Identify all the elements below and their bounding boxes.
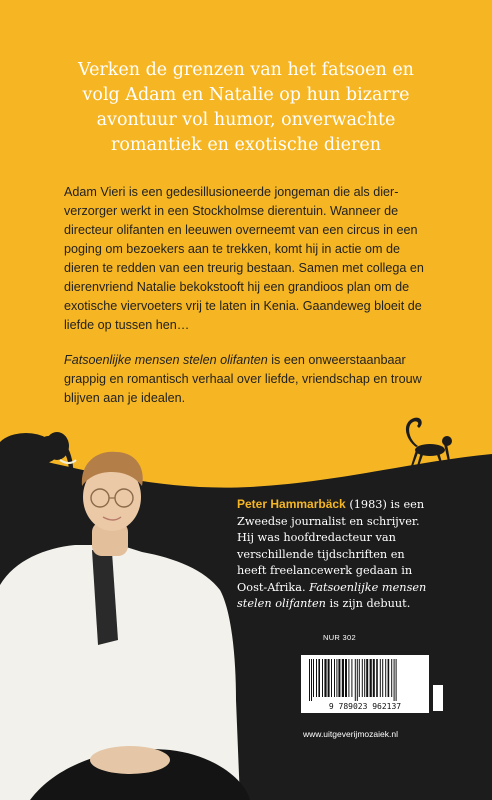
barcode-bar [373,659,375,697]
synopsis-paragraph: Adam Vieri is een gedesillusioneerde jongeman die als dierverzorger werkt in een Stockholmse dierentuin. Wanneer de directeur olifanten en leeuwen overneemt van een circus in een poging om bezoekers aan te trekken, komt hij in actie om de dieren te redden van een treurig bestaan. Samen met collega en dierenvriend Natalie bekokstooft hij een grandioos plan om de exotische viervoeters vrij te laten in Kenia. Gaandeweg bloeit de liefde op tussen hen… [64,185,424,332]
author-bio [237,496,437,613]
book-title: Fatsoenlijke mensen stelen olifanten [64,353,268,367]
barcode-bar [382,659,383,697]
nur-code: NUR 302 [323,633,356,642]
summary-text: is een onweerstaanbaar grappig en romantisch verhaal over liefde, vriendschap en trouw blijven aan je idealen. [64,353,422,405]
monkey-silhouette [406,418,452,466]
barcode-bar [318,659,320,697]
barcode-bar [380,659,381,697]
tagline-line-1: Verken de grenzen van het fatsoen en [78,60,414,80]
barcode-bar [351,659,352,697]
barcode-bars [301,655,429,701]
barcode-bar [385,659,386,697]
barcode-bar [391,659,392,697]
barcode-bar [316,659,317,697]
barcode-bar [311,659,312,701]
summary-paragraph [64,351,430,408]
isbn-barcode [301,655,429,713]
fsc-label [433,685,443,711]
barcode-bar [309,659,310,701]
barcode-bar [334,659,335,697]
barcode-bar [324,659,326,697]
barcode-bar [313,659,314,697]
author-bio-text: is een Zweedse journalist en schrijver. Hij was hoofdredacteur van verschillende tijdschriften en heeft freelancewerk gedaan in Oost-Afrika. [237,498,425,594]
barcode-bar [370,659,372,697]
tagline-line-4: romantiek en exotische dieren [110,135,382,155]
publisher-url: www.uitgeverijmozaiek.nl [303,729,398,739]
isbn-number: 9 789023 962137 [328,702,402,711]
barcode-bar [388,659,390,697]
author-bio-end: is zijn debuut. [325,597,411,610]
tagline-line-2: volg Adam en Natalie op hun bizarre [82,85,410,105]
tagline-line-3: avontuur vol humor, onverwachte [96,110,396,130]
barcode-bar [331,659,332,697]
barcode-bar [338,659,340,697]
cover-tagline [60,58,432,158]
author-book-title: Fatsoenlijke mensen stelen olifanten [237,580,427,610]
barcode-bar [359,659,360,697]
barcode-bar [357,659,358,701]
barcode-bar [364,659,365,697]
barcode-bar [345,659,347,697]
barcode-bar [322,659,323,697]
barcode-bar [355,659,356,701]
barcode-bar [394,659,395,701]
barcode-bar [366,659,368,697]
barcode-bar [328,659,330,697]
barcode-bar [376,659,378,697]
barcode-bar [336,659,337,697]
barcode-bar [362,659,363,697]
author-year: (1983) [345,498,387,511]
barcode-bar [342,659,344,697]
barcode-bar [396,659,397,701]
author-name: Peter Hammarbäck [237,497,346,511]
barcode-bar [348,659,349,697]
